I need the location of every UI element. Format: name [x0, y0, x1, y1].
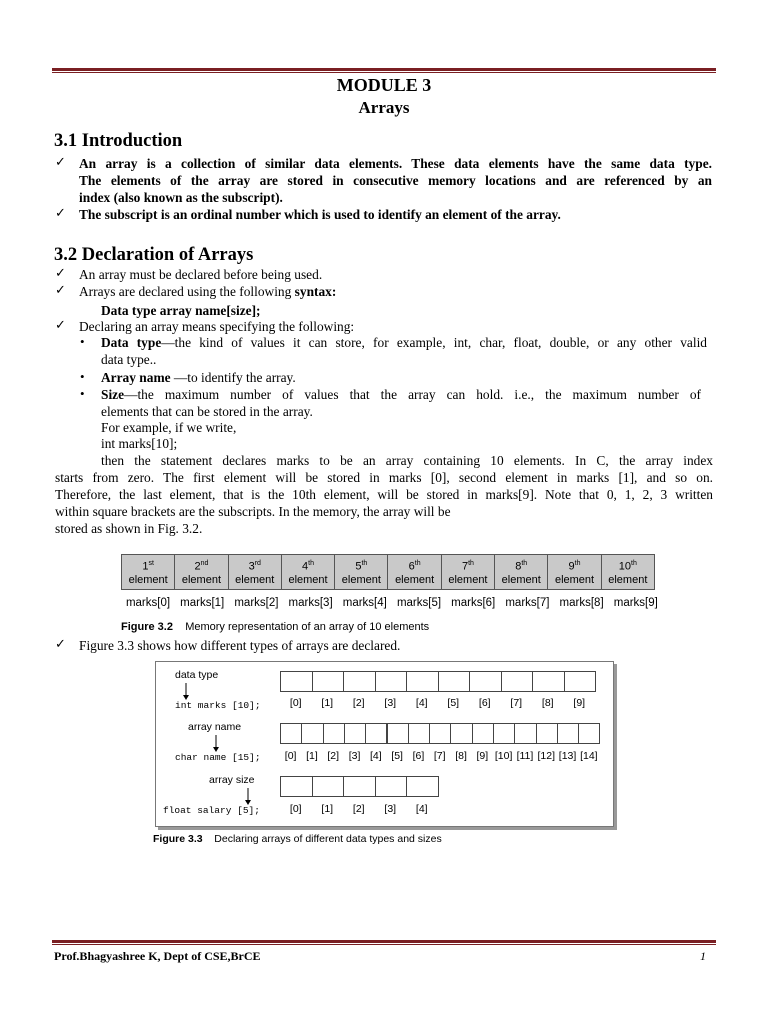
- array-index-label: [11]: [516, 750, 534, 762]
- array-index-label: [6]: [478, 697, 491, 709]
- fig32-caption: Figure 3.2 Memory representation of an array of 10 elements: [121, 621, 430, 633]
- array-index-label: [4]: [369, 750, 382, 762]
- array-index-label: [9]: [573, 697, 586, 709]
- array-index-label: [2]: [352, 803, 365, 815]
- example-intro: For example, if we write,: [101, 420, 237, 435]
- section-heading-declaration: 3.2 Declaration of Arrays: [54, 245, 254, 265]
- check-icon: ✓: [55, 265, 66, 280]
- memory-cell-label: marks[5]: [396, 597, 442, 609]
- array-index-label: [1]: [321, 697, 334, 709]
- fig33-box: [155, 661, 614, 827]
- array-index-label: [2]: [327, 750, 340, 762]
- memory-cell-label: marks[8]: [559, 597, 604, 609]
- array-cell: [501, 671, 534, 692]
- array-index-label: [14]: [580, 750, 598, 762]
- array-cell: [365, 723, 387, 744]
- footer-author: Prof.Bhagyashree K, Dept of CSE,BrCE: [54, 949, 261, 963]
- memory-cell: 1st element: [122, 555, 175, 590]
- array-cell: [469, 671, 502, 692]
- memory-table: [121, 554, 655, 590]
- check-icon: ✓: [55, 636, 66, 651]
- array-cell: [280, 723, 302, 744]
- check-icon: ✓: [55, 317, 66, 332]
- array-cell: [312, 776, 345, 797]
- array-cell: [301, 723, 323, 744]
- salary-declaration: float salary [5];: [163, 805, 260, 816]
- array-index-label: [7]: [433, 750, 446, 762]
- array-cell: [375, 776, 408, 797]
- array-cell: [280, 776, 313, 797]
- array-index-label: [5]: [391, 750, 403, 762]
- bullet-dot: •: [80, 334, 85, 349]
- array-cell: [343, 671, 376, 692]
- section-heading-intro: 3.1 Introduction: [54, 131, 183, 151]
- marks-declaration: int marks [10];: [175, 700, 261, 711]
- array-index-label: [9]: [476, 750, 489, 762]
- check-icon: ✓: [55, 205, 66, 220]
- item-array-name: Array name —to identify the array.: [101, 370, 296, 385]
- array-index-label: [0]: [289, 697, 302, 709]
- array-cell: [343, 776, 376, 797]
- array-cell: [406, 776, 439, 797]
- memory-cell-label: marks[7]: [505, 597, 550, 609]
- module-title: MODULE 3: [336, 75, 432, 95]
- subscript-definition: The subscript is an ordinal number which is used to identify an element of the array.: [79, 207, 561, 222]
- memory-cell: 7th element: [441, 555, 494, 590]
- item-data-type: Data type—the kind of values it can store, for example, int, char, float, double, or any other valid data type..: [101, 335, 707, 367]
- array-cell: [472, 723, 494, 744]
- example-code: int marks[10];: [101, 436, 178, 451]
- memory-cell-label: marks[3]: [288, 597, 333, 609]
- bullet-specifying: Declaring an array means specifying the following:: [79, 319, 355, 334]
- memory-cell-label: marks[0]: [125, 597, 171, 609]
- array-cell: [429, 723, 451, 744]
- array-cell: [532, 671, 565, 692]
- memory-cell: 8th element: [495, 555, 548, 590]
- bullet-syntax: Arrays are declared using the following syntax:: [79, 284, 337, 299]
- memory-cell-label: marks[4]: [342, 597, 387, 609]
- array-cell: [406, 671, 439, 692]
- array-name-label: array name: [188, 721, 242, 733]
- memory-cell: 10th element: [601, 555, 654, 590]
- memory-cell-label: marks[9]: [613, 597, 658, 609]
- bullet-declare-before-use: An array must be declared before being used.: [79, 267, 323, 282]
- module-subtitle: Arrays: [358, 98, 410, 117]
- bullet-dot: •: [80, 386, 85, 401]
- array-cell: [564, 671, 597, 692]
- array-index-label: [8]: [541, 697, 554, 709]
- name-declaration: char name [15];: [175, 752, 261, 763]
- array-index-label: [13]: [558, 750, 577, 762]
- array-size-label: array size: [209, 774, 255, 786]
- array-index-label: [7]: [510, 697, 523, 709]
- footer-rule: [52, 940, 716, 945]
- memory-cell-label: marks[1]: [180, 597, 225, 609]
- array-index-label: [5]: [447, 697, 460, 709]
- array-cell: [280, 671, 313, 692]
- array-index-label: [0]: [284, 750, 297, 762]
- memory-cell-label: marks[6]: [451, 597, 496, 609]
- bullet-figure-33: Figure 3.3 shows how different types of arrays are declared.: [79, 638, 401, 653]
- array-index-label: [4]: [415, 697, 428, 709]
- array-cell: [578, 723, 600, 744]
- array-index-label: [8]: [455, 750, 467, 762]
- array-cell: [312, 671, 345, 692]
- explanation-first-line: then the statement declares marks to be an array containing 10 elements. In C, the array index: [101, 453, 713, 468]
- memory-cell: 5th element: [335, 555, 388, 590]
- array-index-label: [3]: [384, 803, 397, 815]
- fig33-caption: Figure 3.3 Declaring arrays of different data types and sizes: [153, 833, 442, 845]
- array-index-label: [1]: [306, 750, 318, 762]
- array-cell: [375, 671, 408, 692]
- item-size: Size—the maximum number of values that the array can hold. i.e., the maximum number of elements that can be stored in the array.: [101, 387, 701, 419]
- array-index-label: [10]: [494, 750, 513, 762]
- memory-cell-label: marks[2]: [234, 597, 279, 609]
- page-number: 1: [700, 949, 706, 963]
- check-icon: ✓: [55, 154, 66, 169]
- check-icon: ✓: [55, 282, 66, 297]
- memory-cell: 4th element: [281, 555, 334, 590]
- array-cell: [323, 723, 345, 744]
- array-index-label: [2]: [352, 697, 365, 709]
- memory-cell: 9th element: [548, 555, 601, 590]
- array-cell: [387, 723, 409, 744]
- array-index-label: [12]: [537, 750, 555, 762]
- array-index-label: [3]: [384, 697, 397, 709]
- header-rule: [52, 68, 716, 73]
- array-cell: [493, 723, 515, 744]
- array-index-label: [3]: [348, 750, 361, 762]
- array-index-label: [0]: [289, 803, 302, 815]
- bullet-dot: •: [80, 369, 85, 384]
- array-cell: [450, 723, 472, 744]
- explanation-paragraph: starts from zero. The first element will be stored in marks [0], second element in marks [1], and so on. Therefore, the last element, that is the 10th element, will be stored in marks[9]. Note that 0, 1, 2, 3 written within square brackets are the subscripts. In the memory, the array will be stored as shown in Fig. 3.2.: [55, 470, 713, 536]
- data-type-label: data type: [175, 669, 219, 681]
- array-cell: [536, 723, 558, 744]
- memory-cell: 2nd element: [175, 555, 228, 590]
- array-cell: [514, 723, 536, 744]
- array-cell: [557, 723, 579, 744]
- array-cell: [344, 723, 366, 744]
- array-index-label: [4]: [415, 803, 428, 815]
- array-cell: [408, 723, 430, 744]
- syntax-line: Data type array name[size];: [101, 303, 261, 318]
- array-cell: [438, 671, 471, 692]
- array-index-label: [1]: [321, 803, 334, 815]
- intro-paragraph: An array is a collection of similar data elements. These data elements have the same data type. The elements of the array are stored in consecutive memory locations and are referenced by an index (also known as the subscript).: [79, 156, 712, 205]
- memory-cell: 3rd element: [228, 555, 281, 590]
- memory-cell: 6th element: [388, 555, 441, 590]
- array-index-label: [6]: [412, 750, 425, 762]
